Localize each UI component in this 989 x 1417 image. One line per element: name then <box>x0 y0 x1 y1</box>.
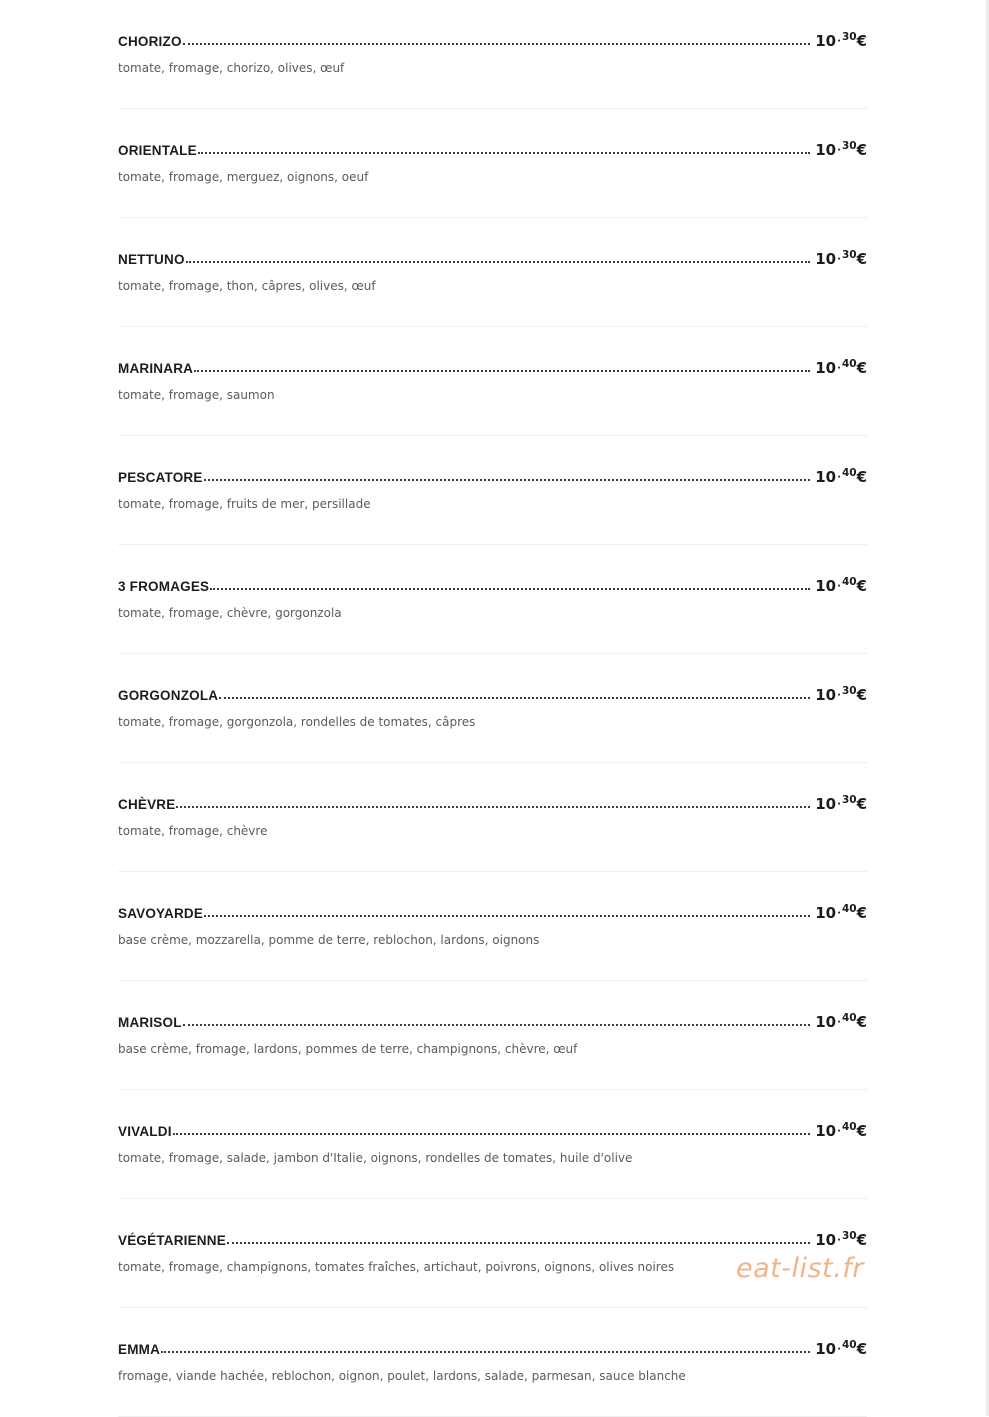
price-separator-dot: · <box>837 799 841 810</box>
dotted-leader <box>161 1351 810 1353</box>
menu-item-header <box>118 686 867 706</box>
price-separator-dot: · <box>837 581 841 592</box>
price-cents: 40 <box>841 1339 857 1351</box>
price-separator-dot: · <box>837 1126 841 1137</box>
menu-item <box>118 654 867 763</box>
menu-item-name: 3 FROMAGES <box>118 579 210 594</box>
menu-item-name: MARINARA <box>118 361 194 376</box>
dotted-leader <box>198 152 810 154</box>
menu-item <box>118 109 867 218</box>
price-whole: 10 <box>815 32 837 50</box>
price-separator-dot: · <box>837 363 841 374</box>
price-separator-dot: · <box>837 908 841 919</box>
menu-item-price <box>815 141 867 159</box>
price-cents: 30 <box>841 140 857 152</box>
price-separator-dot: · <box>837 1344 841 1355</box>
menu-item-description: tomate, fromage, salade, jambon d'Italie, oignons, rondelles de tomates, huile d'olive <box>118 1151 633 1165</box>
price-cents: 40 <box>841 1121 857 1133</box>
menu-item <box>118 327 867 436</box>
menu-item <box>118 545 867 654</box>
price-cents: 30 <box>841 1230 857 1242</box>
menu-item-header <box>118 1231 867 1251</box>
menu-item-name: NETTUNO <box>118 252 185 267</box>
price-cents: 40 <box>841 903 857 915</box>
menu-item <box>118 436 867 545</box>
menu-item-header <box>118 1340 867 1360</box>
menu-item-description: base crème, mozzarella, pomme de terre, reblochon, lardons, oignons <box>118 933 540 947</box>
menu-item-price <box>815 1231 867 1249</box>
menu-item <box>118 981 867 1090</box>
menu-item-description: tomate, fromage, merguez, oignons, oeuf <box>118 170 369 184</box>
menu-item-description: fromage, viande hachée, reblochon, oignon, poulet, lardons, salade, parmesan, sauce blanche <box>118 1369 686 1383</box>
price-cents: 40 <box>841 467 857 479</box>
price-whole: 10 <box>815 795 837 813</box>
menu-item-price <box>815 359 867 377</box>
menu-item <box>118 763 867 872</box>
menu-item-description: tomate, fromage, fruits de mer, persillade <box>118 497 371 511</box>
price-whole: 10 <box>815 904 837 922</box>
menu-item <box>118 1090 867 1199</box>
menu-item-price <box>815 1013 867 1031</box>
menu-item <box>118 0 867 109</box>
menu-item-description: tomate, fromage, gorgonzola, rondelles de tomates, câpres <box>118 715 476 729</box>
price-separator-dot: · <box>837 690 841 701</box>
menu-item-description: tomate, fromage, thon, câpres, olives, œuf <box>118 279 376 293</box>
menu-item-name: VÉGÉTARIENNE <box>118 1233 226 1248</box>
menu-item-description: base crème, fromage, lardons, pommes de terre, champignons, chèvre, œuf <box>118 1042 578 1056</box>
price-separator-dot: · <box>837 472 841 483</box>
menu-item-price <box>815 686 867 704</box>
dotted-leader <box>227 1242 810 1244</box>
dotted-leader <box>173 1133 811 1135</box>
price-whole: 10 <box>815 1340 837 1358</box>
price-separator-dot: · <box>837 145 841 156</box>
price-whole: 10 <box>815 1122 837 1140</box>
menu-item-header <box>118 32 867 52</box>
menu-item-price <box>815 250 867 268</box>
menu-item-name: CHORIZO <box>118 34 182 49</box>
price-cents: 30 <box>841 685 857 697</box>
price-cents: 40 <box>841 358 857 370</box>
menu-item-header <box>118 577 867 597</box>
menu-item-price <box>815 577 867 595</box>
menu-item-header <box>118 1013 867 1033</box>
dotted-leader <box>204 479 811 481</box>
menu-item-name: ORIENTALE <box>118 143 197 158</box>
dotted-leader <box>210 588 810 590</box>
menu-item-header <box>118 1122 867 1142</box>
menu-item-header <box>118 795 867 815</box>
price-whole: 10 <box>815 1231 837 1249</box>
price-currency: € <box>856 32 867 50</box>
price-currency: € <box>856 468 867 486</box>
menu-item-name: SAVOYARDE <box>118 906 204 921</box>
menu-item <box>118 872 867 981</box>
menu-item-price <box>815 795 867 813</box>
price-currency: € <box>856 1340 867 1358</box>
menu-item-price <box>815 468 867 486</box>
price-whole: 10 <box>815 1013 837 1031</box>
menu-item-price <box>815 1122 867 1140</box>
price-cents: 30 <box>841 31 857 43</box>
menu-item-header <box>118 250 867 270</box>
menu-item-price <box>815 32 867 50</box>
menu-item-header <box>118 904 867 924</box>
price-currency: € <box>856 1122 867 1140</box>
watermark-text: eat-list.fr <box>736 1253 864 1284</box>
dotted-leader <box>204 915 810 917</box>
price-whole: 10 <box>815 686 837 704</box>
menu-item-name: GORGONZOLA <box>118 688 219 703</box>
price-currency: € <box>856 250 867 268</box>
price-cents: 30 <box>841 249 857 261</box>
price-cents: 30 <box>841 794 857 806</box>
menu-item-description: tomate, fromage, saumon <box>118 388 275 402</box>
price-currency: € <box>856 904 867 922</box>
dotted-leader <box>194 370 810 372</box>
price-currency: € <box>856 577 867 595</box>
price-currency: € <box>856 795 867 813</box>
price-separator-dot: · <box>837 1235 841 1246</box>
menu-item-name: MARISOL <box>118 1015 182 1030</box>
menu-item-name: CHÈVRE <box>118 797 176 812</box>
menu-item <box>118 218 867 327</box>
price-currency: € <box>856 686 867 704</box>
menu-item-price <box>815 1340 867 1358</box>
menu-item-name: PESCATORE <box>118 470 203 485</box>
price-whole: 10 <box>815 141 837 159</box>
price-whole: 10 <box>815 577 837 595</box>
pizza-menu-list <box>118 0 867 1417</box>
price-cents: 40 <box>841 1012 857 1024</box>
price-currency: € <box>856 1231 867 1249</box>
price-whole: 10 <box>815 250 837 268</box>
menu-item-description: tomate, fromage, chorizo, olives, œuf <box>118 61 345 75</box>
menu-item <box>118 1308 867 1417</box>
menu-item-price <box>815 904 867 922</box>
dotted-leader <box>176 806 810 808</box>
dotted-leader <box>183 1024 811 1026</box>
price-cents: 40 <box>841 576 857 588</box>
price-currency: € <box>856 1013 867 1031</box>
price-separator-dot: · <box>837 36 841 47</box>
menu-item-header <box>118 359 867 379</box>
price-whole: 10 <box>815 359 837 377</box>
menu-item-name: EMMA <box>118 1342 161 1357</box>
menu-item-description: tomate, fromage, chèvre, gorgonzola <box>118 606 342 620</box>
menu-item-header <box>118 468 867 488</box>
dotted-leader <box>186 261 811 263</box>
menu-item-header <box>118 141 867 161</box>
price-currency: € <box>856 359 867 377</box>
menu-item-name: VIVALDI <box>118 1124 172 1139</box>
dotted-leader <box>219 697 810 699</box>
price-separator-dot: · <box>837 1017 841 1028</box>
menu-item-description: tomate, fromage, chèvre <box>118 824 268 838</box>
dotted-leader <box>183 43 811 45</box>
price-separator-dot: · <box>837 254 841 265</box>
price-currency: € <box>856 141 867 159</box>
price-whole: 10 <box>815 468 837 486</box>
menu-item-description: tomate, fromage, champignons, tomates fraîches, artichaut, poivrons, oignons, olives noires <box>118 1260 675 1274</box>
